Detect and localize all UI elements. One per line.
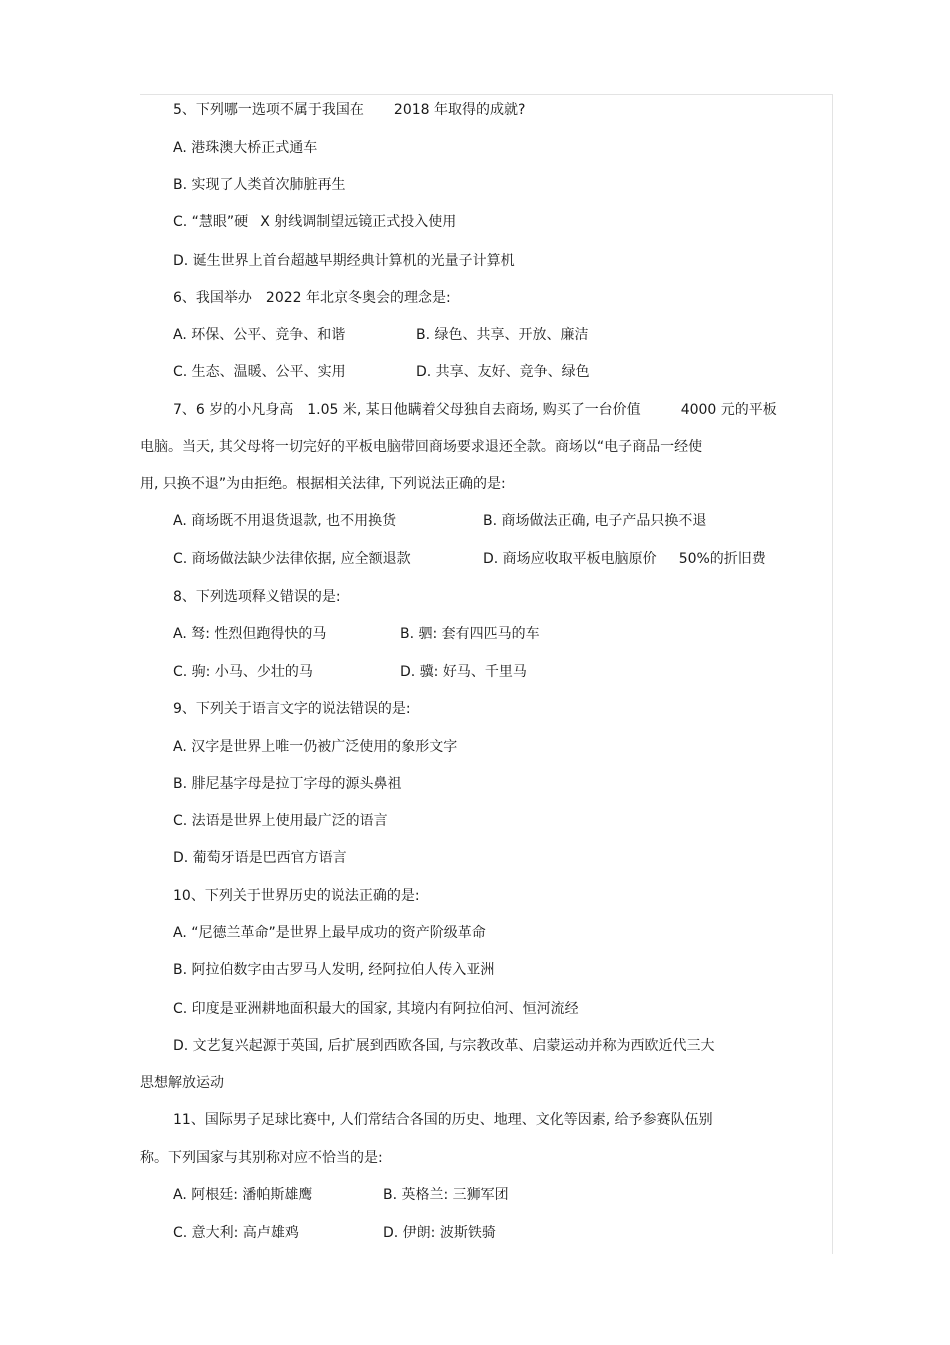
q7-option-d-part2: 50%的折旧费 bbox=[678, 551, 766, 567]
q8-option-c: C. 驹: 小马、少壮的马 bbox=[173, 664, 313, 680]
q7-stem-line2: 电脑。当天, 其父母将一切完好的平板电脑带回商场要求退还全款。商场以“电子商品一经使 bbox=[140, 439, 703, 455]
q6-stem-part2: 2022 年北京冬奥会的理念是: bbox=[265, 290, 451, 306]
q8-option-d: D. 骥: 好马、千里马 bbox=[400, 664, 527, 680]
q9-stem: 9、下列关于语言文字的说法错误的是: bbox=[173, 701, 411, 717]
q11-stem-cont: 称。下列国家与其别称对应不恰当的是: bbox=[140, 1150, 383, 1166]
q9-option-b: B. 腓尼基字母是拉丁字母的源头鼻祖 bbox=[173, 776, 402, 792]
q6-option-b: B. 绿色、共享、开放、廉洁 bbox=[416, 327, 589, 343]
q9-option-d: D. 葡萄牙语是巴西官方语言 bbox=[173, 850, 347, 866]
q5-stem-part2: 2018 年取得的成就? bbox=[393, 102, 526, 118]
q7-option-a: A. 商场既不用退货退款, 也不用换货 bbox=[173, 513, 397, 529]
q7-option-d-part1: D. 商场应收取平板电脑原价 bbox=[483, 551, 657, 567]
q10-stem: 10、下列关于世界历史的说法正确的是: bbox=[173, 888, 420, 904]
q10-option-a: A. “尼德兰革命”是世界上最早成功的资产阶级革命 bbox=[173, 925, 486, 941]
q7-stem-line3: 用, 只换不退”为由拒绝。根据相关法律, 下列说法正确的是: bbox=[140, 476, 506, 492]
q5-stem-part1: 5、下列哪一选项不属于我国在 bbox=[173, 102, 364, 118]
q5-option-b: B. 实现了人类首次肺脏再生 bbox=[173, 177, 346, 193]
q7-stem-part1: 7、6 岁的小凡身高 bbox=[173, 402, 294, 418]
q10-option-b: B. 阿拉伯数字由古罗马人发明, 经阿拉伯人传入亚洲 bbox=[173, 962, 495, 978]
q5-option-a: A. 港珠澳大桥正式通车 bbox=[173, 140, 318, 156]
q7-stem-part2: 1.05 米, 某日他瞒着父母独自去商场, 购买了一台价值 bbox=[307, 402, 641, 418]
q6-stem-part1: 6、我国举办 bbox=[173, 290, 252, 306]
q11-option-b: B. 英格兰: 三狮军团 bbox=[383, 1187, 509, 1203]
q11-stem: 11、国际男子足球比赛中, 人们常结合各国的历史、地理、文化等因素, 给予参赛队伍别 bbox=[173, 1112, 713, 1128]
q8-stem: 8、下列选项释义错误的是: bbox=[173, 589, 341, 605]
q5-stem bbox=[173, 101, 525, 119]
q9-option-c: C. 法语是世界上使用最广泛的语言 bbox=[173, 813, 388, 829]
q10-option-d-cont: 思想解放运动 bbox=[140, 1075, 224, 1091]
q7-option-b: B. 商场做法正确, 电子产品只换不退 bbox=[483, 513, 707, 529]
q10-option-d: D. 文艺复兴起源于英国, 后扩展到西欧各国, 与宗教改革、启蒙运动并称为西欧近代三大 bbox=[173, 1038, 715, 1054]
q7-option-d bbox=[483, 550, 766, 568]
q11-option-a: A. 阿根廷: 潘帕斯雄鹰 bbox=[173, 1187, 313, 1203]
q10-option-c: C. 印度是亚洲耕地面积最大的国家, 其境内有阿拉伯河、恒河流经 bbox=[173, 1001, 579, 1017]
q6-stem bbox=[173, 289, 451, 307]
q5-option-c-part1: C. “慧眼”硬 bbox=[173, 214, 249, 230]
q7-option-c: C. 商场做法缺少法律依据, 应全额退款 bbox=[173, 551, 411, 567]
q6-option-c: C. 生态、温暖、公平、实用 bbox=[173, 364, 346, 380]
q6-option-a: A. 环保、公平、竞争、和谐 bbox=[173, 327, 346, 343]
q5-option-d: D. 诞生世界上首台超越早期经典计算机的光量子计算机 bbox=[173, 253, 515, 269]
q5-option-c-part2: X 射线调制望远镜正式投入使用 bbox=[260, 214, 457, 230]
q5-option-c bbox=[173, 213, 456, 231]
q8-option-a: A. 驽: 性烈但跑得快的马 bbox=[173, 626, 327, 642]
q8-option-b: B. 驷: 套有四匹马的车 bbox=[400, 626, 540, 642]
q9-option-a: A. 汉字是世界上唯一仍被广泛使用的象形文字 bbox=[173, 739, 458, 755]
q7-stem bbox=[173, 401, 777, 419]
q6-option-d: D. 共享、友好、竞争、绿色 bbox=[416, 364, 590, 380]
q7-stem-part3: 4000 元的平板 bbox=[680, 402, 777, 418]
q11-option-c: C. 意大利: 高卢雄鸡 bbox=[173, 1225, 299, 1241]
q11-option-d: D. 伊朗: 波斯铁骑 bbox=[383, 1225, 496, 1241]
